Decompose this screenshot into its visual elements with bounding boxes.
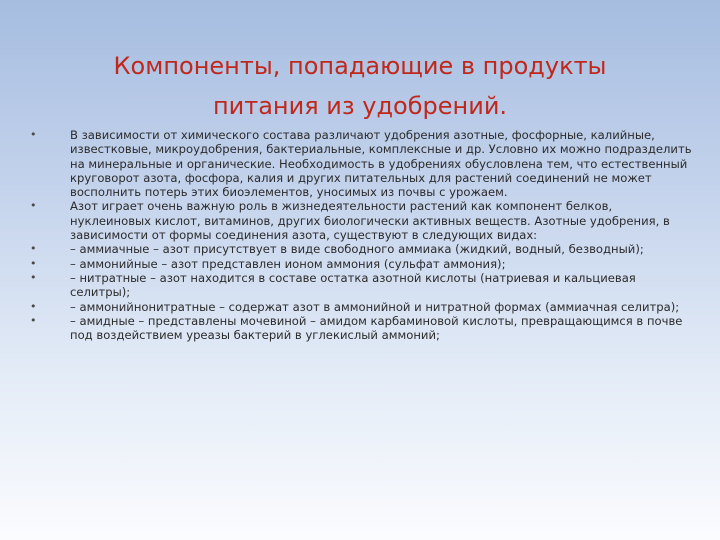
bullet-text: – аммонийные – азот представлен ионом аммония (сульфат аммония); [70,256,506,271]
bullet-text: Азот играет очень важную роль в жизнедеятельности растений как компонент белков, нуклеиновых кислот, витаминов, других биологически активных веществ. Азотные удобрения, в зависимости от формы соединения азота, существуют в следующих видах: [70,199,670,243]
slide-title [60,46,660,126]
bullet-text: – аммиачные – азот присутствует в виде свободного аммиака (жидкий, водный, безводный); [70,242,644,257]
bullet-dot-icon: • [30,270,37,284]
bullet-dot-icon: • [30,242,37,256]
bullet-text: – нитратные – азот находится в составе остатка азотной кислоты (натриевая и кальциевая селитры); [70,270,636,300]
bullet-item [28,314,696,343]
bullet-item [28,199,696,242]
bullet-list [28,128,696,342]
bullet-text: – аммонийнонитратные – содержат азот в аммонийной и нитратной формах (аммиачная селитра); [70,299,680,314]
bullet-dot-icon: • [30,128,37,141]
bullet-text: – амидные – представлены мочевиной – амидом карбаминовой кислоты, превращающимся в почве под воздействием уреазы бактерий в углекислый аммоний; [70,313,683,343]
bullet-dot-icon: • [30,199,37,213]
bullet-text: В зависимости от химического состава различают удобрения азотные, фосфорные, калийные, известковые, микроудобрения, бактериальные, комплексные и др. Условно их можно подразделить на минеральные и органические. Необходимость в удобрениях обусловлена тем, что естественный круговорот азота, фосфора, калия и других питательных для растений соединений не может восполнить потерь этих биоэлементов, уносимых из почвы с урожаем. [70,128,692,200]
bullet-item [28,128,696,199]
bullet-item [28,300,696,314]
bullet-dot-icon: • [30,299,37,313]
bullet-item [28,271,696,300]
bullet-item [28,257,696,271]
slide-title-line-2: питания из удобрений. [212,92,508,121]
bullet-item [28,242,696,256]
slide-title-line-1: Компоненты, попадающие в продукты [113,52,607,81]
bullet-dot-icon: • [30,313,37,327]
bullet-dot-icon: • [30,256,37,270]
